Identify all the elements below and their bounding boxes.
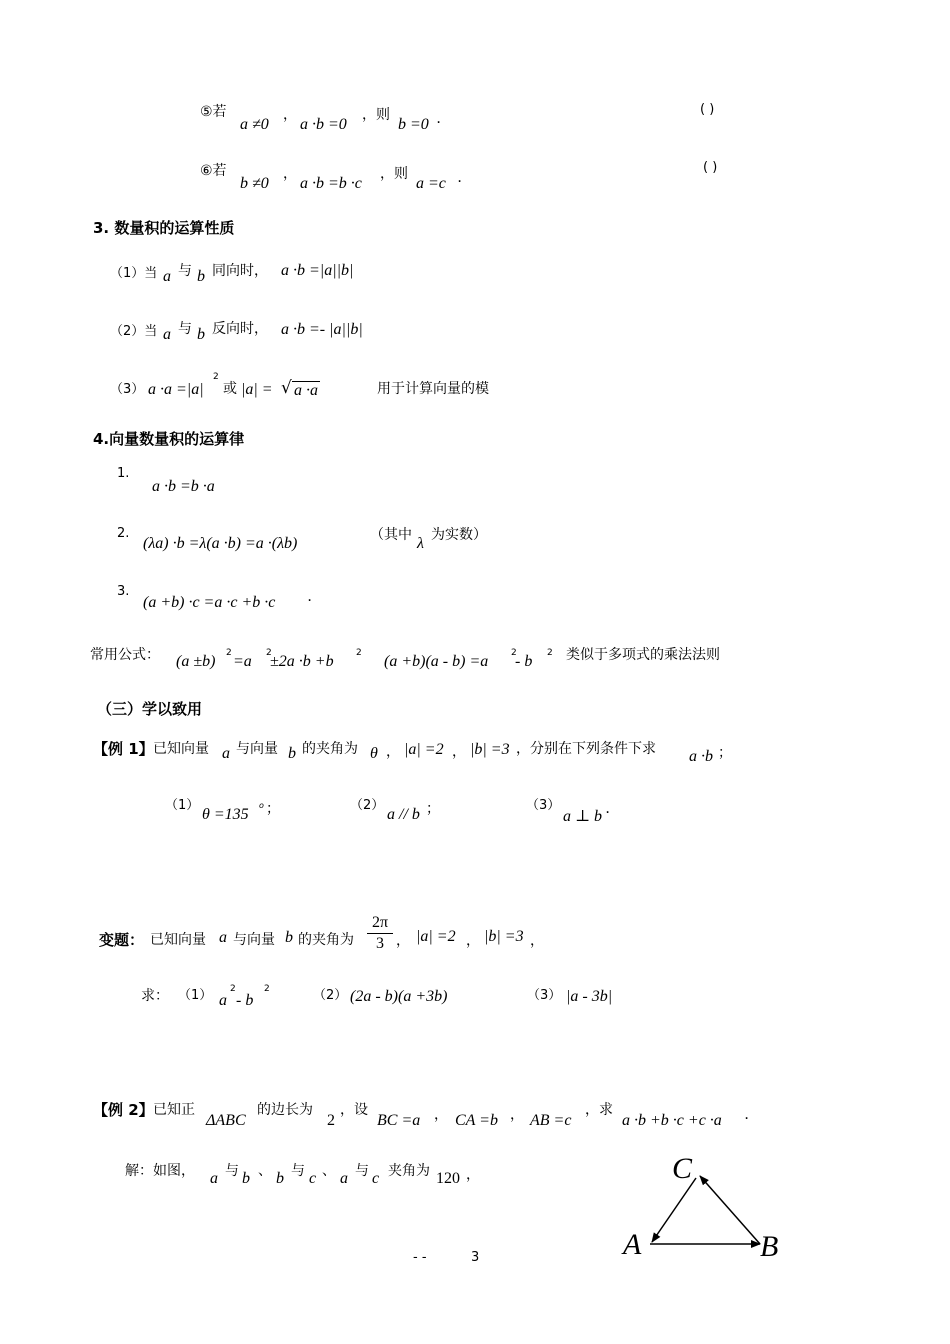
ex1-case2-num: （2） (350, 798, 385, 813)
var-a: a (219, 929, 227, 946)
footer-dashes: - - (413, 1250, 427, 1265)
ex1-case1: θ =135 (202, 806, 249, 823)
ex2-text3: ，设 (340, 1102, 368, 1118)
ex1-case1-end: ； (266, 801, 280, 817)
sol-sep1: 、 (258, 1163, 272, 1179)
law2-lambda: λ (417, 535, 424, 552)
vertex-b-label: B (760, 1230, 779, 1263)
s3-p3-note: 用于计算向量的模 (377, 381, 489, 397)
s3-p1-b: b (197, 268, 205, 285)
law1-formula: a ·b =b ·a (152, 478, 215, 495)
item5-sep2: ，则 (362, 107, 390, 123)
law2-formula: (λa) ·b =λ(a ·b) =a ·(λb) (143, 535, 298, 552)
s3-p1-num: （1）当 (110, 266, 158, 281)
law2-note-pre: （其中 (370, 527, 412, 543)
item5-marker: ⑤若 (200, 104, 227, 120)
law3-end: . (308, 588, 312, 605)
sol-with1: 与 (225, 1163, 239, 1179)
ex2-bc: BC =a (377, 1112, 421, 1129)
item5-cond1: a ≠0 (240, 116, 269, 133)
var-comma2: ， (466, 933, 480, 949)
ex1-case3-num: （3） (526, 798, 561, 813)
common-formula-label: 常用公式： (90, 647, 160, 663)
var-q2-num: （2） (313, 988, 348, 1003)
item5-sep1: ， (283, 107, 297, 123)
vertex-a-label: A (623, 1228, 642, 1261)
fraction-denominator: 3 (376, 935, 384, 952)
s3-p1-with: 与 (178, 263, 192, 279)
common-f1-exp: 2 (226, 648, 232, 658)
var-mag-a: |a| =2 (416, 928, 456, 945)
s3-p2-a: a (163, 326, 171, 343)
apply-heading: （三）学以致用 (97, 700, 203, 718)
ex1-case1-num: （1） (165, 798, 200, 813)
item5-cond2: a ·b =0 (300, 116, 347, 133)
section3-heading: 3. 数量积的运算性质 (93, 219, 235, 237)
item6-sep1: ， (283, 166, 297, 182)
item6-cond2: a ·b =b ·c (300, 175, 362, 192)
ex2-end: . (745, 1106, 749, 1123)
item6-marker: ⑥若 (200, 163, 227, 179)
var-q1: a (219, 992, 227, 1009)
s3-p2-formula: a ·b =- |a||b| (281, 321, 363, 338)
item5-end: . (437, 110, 441, 127)
ex1-case3-end: . (606, 800, 610, 817)
sol-a2: a (340, 1170, 348, 1187)
ex2-text4: ，求 (585, 1102, 613, 1118)
law1-num: 1. (117, 466, 130, 481)
ex2-ca: CA =b (455, 1112, 498, 1129)
ex1-a: a (222, 745, 230, 762)
item6-conclusion: a =c (416, 175, 446, 192)
common-f1b: =a (233, 653, 252, 670)
s3-p3-f1: a ·a =|a| (148, 381, 204, 398)
fraction-numerator: 2π (371, 914, 389, 931)
ex1-mag-b: |b| =3 (470, 741, 510, 758)
sqrt-radicand: a ·a (294, 382, 318, 399)
s3-p2-with: 与 (178, 321, 192, 337)
common-f1: (a ±b) (176, 653, 216, 670)
var-mag-b: |b| =3 (484, 928, 524, 945)
sol-b2: b (276, 1170, 284, 1187)
fraction-bar (367, 933, 393, 934)
section4-heading: 4.向量数量积的运算律 (93, 430, 245, 448)
var-q3: |a - 3b| (566, 988, 613, 1005)
ex2-target: a ·b +b ·c +c ·a (622, 1112, 722, 1129)
example1-label: 【例 1】 (93, 740, 154, 758)
sol-a1: a (210, 1170, 218, 1187)
sol-with2: 与 (291, 1163, 305, 1179)
vector-ca-arrow (652, 1178, 696, 1242)
page-number: 3 (471, 1250, 480, 1265)
sol-with3: 与 (355, 1163, 369, 1179)
law3-formula: (a +b) ·c =a ·c +b ·c (143, 594, 276, 611)
ex1-colon: ； (718, 745, 732, 761)
sol-sep2: 、 (322, 1163, 336, 1179)
ex1-comma1: ， (386, 744, 400, 760)
ex2-text2: 的边长为 (257, 1102, 313, 1118)
sol-end: ， (466, 1167, 480, 1183)
s3-p2-b: b (197, 326, 205, 343)
var-ask: 求： (141, 988, 169, 1004)
sol-c1: c (309, 1170, 317, 1187)
item5-answer-paren: ( ) (700, 102, 715, 117)
item6-answer-paren: ( ) (703, 160, 718, 175)
ex1-theta: θ (370, 745, 378, 762)
s3-p3-or: 或 (223, 381, 237, 397)
common-f2: (a +b)(a - b) =a (384, 653, 489, 670)
ex1-target: a ·b (689, 748, 713, 765)
ex1-text1: 已知向量 (153, 741, 209, 757)
ex2-text1: 已知正 (153, 1102, 195, 1118)
s3-p3-exp: 2 (213, 372, 219, 382)
var-comma1: ， (396, 933, 410, 949)
degree-symbol: o (259, 801, 264, 810)
s3-p3-num: （3） (110, 382, 145, 397)
ex2-triangle: ΔABC (206, 1112, 246, 1129)
ex1-text3: 的夹角为 (302, 741, 358, 757)
sol-angle-value: 120 (436, 1170, 460, 1187)
common-f1b-exp: 2 (266, 648, 272, 658)
item6-end: . (458, 169, 462, 186)
ex1-text2: 与向量 (236, 741, 278, 757)
law3-num: 3. (117, 584, 130, 599)
ex2-comma1: ， (434, 1107, 448, 1123)
common-note: 类似于多项式的乘法法则 (566, 647, 720, 663)
s3-p1-a: a (163, 268, 171, 285)
item5-conclusion: b =0 (398, 116, 429, 133)
ex1-case2: a // b (387, 806, 420, 823)
var-text2: 与向量 (233, 932, 275, 948)
var-q3-num: （3） (527, 988, 562, 1003)
var-q1-num: （1） (178, 988, 213, 1003)
vector-bc-arrow (700, 1176, 760, 1244)
s3-p3-f2: |a| = (241, 381, 273, 398)
var-b: b (285, 929, 293, 946)
ex2-comma2: ， (510, 1107, 524, 1123)
ex1-case3: a ⊥ b (563, 808, 603, 825)
common-f2b-exp: 2 (547, 648, 553, 658)
var-comma3: ， (530, 933, 544, 949)
s3-p2-dir: 反向时， (212, 321, 268, 337)
vertex-c-label: C (672, 1152, 693, 1185)
sol-b1: b (242, 1170, 250, 1187)
sol-angle: 夹角为 (388, 1163, 430, 1179)
common-f2b: - b (515, 653, 533, 670)
ex2-side: 2 (327, 1112, 335, 1129)
s3-p2-num: （2）当 (110, 324, 158, 339)
common-f1c-exp: 2 (356, 648, 362, 658)
ex2-ab: AB =c (530, 1112, 572, 1129)
common-f1c: ±2a ·b +b (270, 653, 334, 670)
var-q1b-exp: 2 (264, 984, 270, 994)
ex1-case2-end: ； (426, 801, 440, 817)
ex1-text4: ，分别在下列条件下求 (516, 741, 656, 757)
angle-fraction (367, 914, 393, 953)
ex1-b: b (288, 745, 296, 762)
s3-p1-dir: 同向时， (212, 263, 268, 279)
solution-label: 解：如图， (125, 1163, 195, 1179)
var-text1: 已知向量 (150, 932, 206, 948)
item6-cond1: b ≠0 (240, 175, 269, 192)
variant-label: 变题： (99, 931, 145, 949)
sqrt-symbol: √ (281, 378, 292, 398)
sol-c2: c (372, 1170, 380, 1187)
ex1-comma2: ， (452, 744, 466, 760)
var-q1-exp: 2 (230, 984, 236, 994)
item6-sep2: ，则 (380, 166, 408, 182)
law2-num: 2. (117, 526, 130, 541)
s3-p1-formula: a ·b =|a||b| (281, 262, 354, 279)
law2-note-post: 为实数） (431, 527, 487, 543)
var-text3: 的夹角为 (298, 932, 354, 948)
example2-label: 【例 2】 (93, 1101, 154, 1119)
var-q1b: - b (236, 992, 254, 1009)
common-f2-exp: 2 (511, 648, 517, 658)
var-q2: (2a - b)(a +3b) (350, 988, 448, 1005)
ex1-mag-a: |a| =2 (404, 741, 444, 758)
